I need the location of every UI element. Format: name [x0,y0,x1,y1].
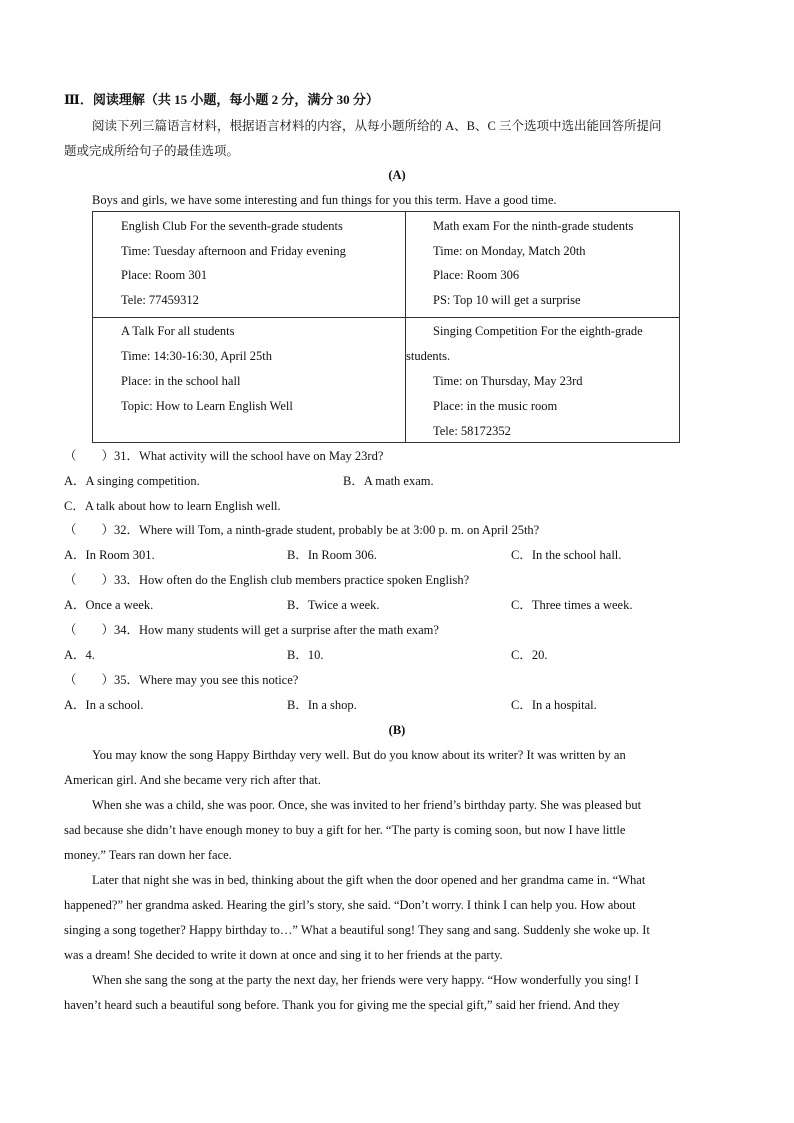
instruction-line-2: 题或完成所给句子的最佳选项。 [64,144,240,158]
notice-cell-english-club [93,212,406,318]
option-c: C．In the school hall. [511,548,622,562]
notice-line: Place: Room 306 [433,268,520,282]
notice-line: Math exam For the ninth-grade students [433,219,634,233]
passage-b-line: sad because she didn’t have enough money to buy a gift for her. “The party is coming soon, but now I have little [64,823,626,837]
notice-line: PS: Top 10 will get a surprise [433,293,581,307]
option-b: B．In Room 306. [287,548,377,562]
answer-blank[interactable]: （ ）32． [64,523,140,537]
question-text: Where may you see this notice? [139,673,299,687]
notice-line: Tele: 58172352 [433,424,511,438]
notice-cell-singing [406,318,680,443]
option-c: C．20. [511,648,548,662]
passage-b-line: Later that night she was in bed, thinking about the gift when the door opened and her grandma came in. “What [92,873,646,887]
question-34 [64,622,439,638]
answer-blank[interactable]: （ ）34． [64,623,140,637]
passage-b-line: money.” Tears ran down her face. [64,848,232,862]
passage-a-label: (A) [388,168,406,182]
question-32 [64,522,539,538]
option-b: B．In a shop. [287,698,357,712]
answer-blank[interactable]: （ ）33． [64,573,140,587]
question-text: How many students will get a surprise after the math exam? [139,623,439,637]
notice-table [92,211,680,443]
passage-b-line: When she was a child, she was poor. Once, she was invited to her friend’s birthday party. She was pleased but [92,798,642,812]
question-text: What activity will the school have on May 23rd? [139,449,384,463]
answer-blank[interactable]: （ ）31． [64,449,140,463]
notice-line: Tele: 77459312 [121,293,199,307]
passage-b-label: (B) [388,723,406,737]
passage-b-line: American girl. And she became very rich after that. [64,773,321,787]
question-35 [64,672,298,688]
notice-line: Topic: How to Learn English Well [121,399,293,413]
passage-b-line: was a dream! She decided to write it down at once and sing it to her friends at the party. [64,948,503,962]
question-text: How often do the English club members practice spoken English? [139,573,470,587]
notice-line: Time: on Thursday, May 23rd [433,374,583,388]
notice-line: Place: in the school hall [121,374,241,388]
option-c: C．Three times a week. [511,598,633,612]
option-b: B．10. [287,648,324,662]
option-c: C．A talk about how to learn English well. [64,499,281,513]
option-a: A．In a school. [64,698,144,712]
notice-line: Singing Competition For the eighth-grade [433,324,643,338]
question-text: Where will Tom, a ninth-grade student, probably be at 3:00 p. m. on April 25th? [139,523,540,537]
notice-line: Time: 14:30-16:30, April 25th [121,349,272,363]
notice-line: students. [406,349,451,363]
option-a: A．Once a week. [64,598,154,612]
passage-b-line: haven’t heard such a beautiful song before. Thank you for giving me the special gift,” said her friend. And they [64,998,620,1012]
question-33 [64,572,469,588]
option-a: A．A singing competition. [64,474,200,488]
section-heading: Ⅲ．阅读理解（共 15 小题，每小题 2 分，满分 30 分） [64,92,379,107]
passage-b-line: singing a song together? Happy birthday to…” What a beautiful song! They sang and sang. Suddenly she woke up. It [64,923,650,937]
passage-b-line: You may know the song Happy Birthday very well. But do you know about its writer? It was written by an [92,748,626,762]
option-a: A．4. [64,648,95,662]
notice-line: Time: Tuesday afternoon and Friday evening [121,244,346,258]
option-b: B．A math exam. [343,474,434,488]
passage-b-line: happened?” her grandma asked. Hearing the girl’s story, she said. “Don’t worry. I think I can help you. How about [64,898,636,912]
notice-line: A Talk For all students [121,324,235,338]
notice-line: Place: in the music room [433,399,558,413]
question-31 [64,448,383,464]
notice-line: English Club For the seventh-grade students [121,219,343,233]
instruction-line-1: 阅读下列三篇语言材料，根据语言材料的内容，从每小题所给的 A、B、C 三个选项中选出能回答所提问 [92,119,662,133]
option-a: A．In Room 301. [64,548,155,562]
notice-line: Time: on Monday, Match 20th [433,244,586,258]
notice-line: Place: Room 301 [121,268,208,282]
passage-b-line: When she sang the song at the party the next day, her friends were very happy. “How wonderfully you sing! I [92,973,639,987]
notice-cell-math-exam [406,212,680,318]
notice-cell-talk [93,318,406,443]
option-c: C．In a hospital. [511,698,597,712]
option-b: B．Twice a week. [287,598,380,612]
passage-a-intro: Boys and girls, we have some interesting and fun things for you this term. Have a good time. [92,193,557,207]
answer-blank[interactable]: （ ）35． [64,673,140,687]
